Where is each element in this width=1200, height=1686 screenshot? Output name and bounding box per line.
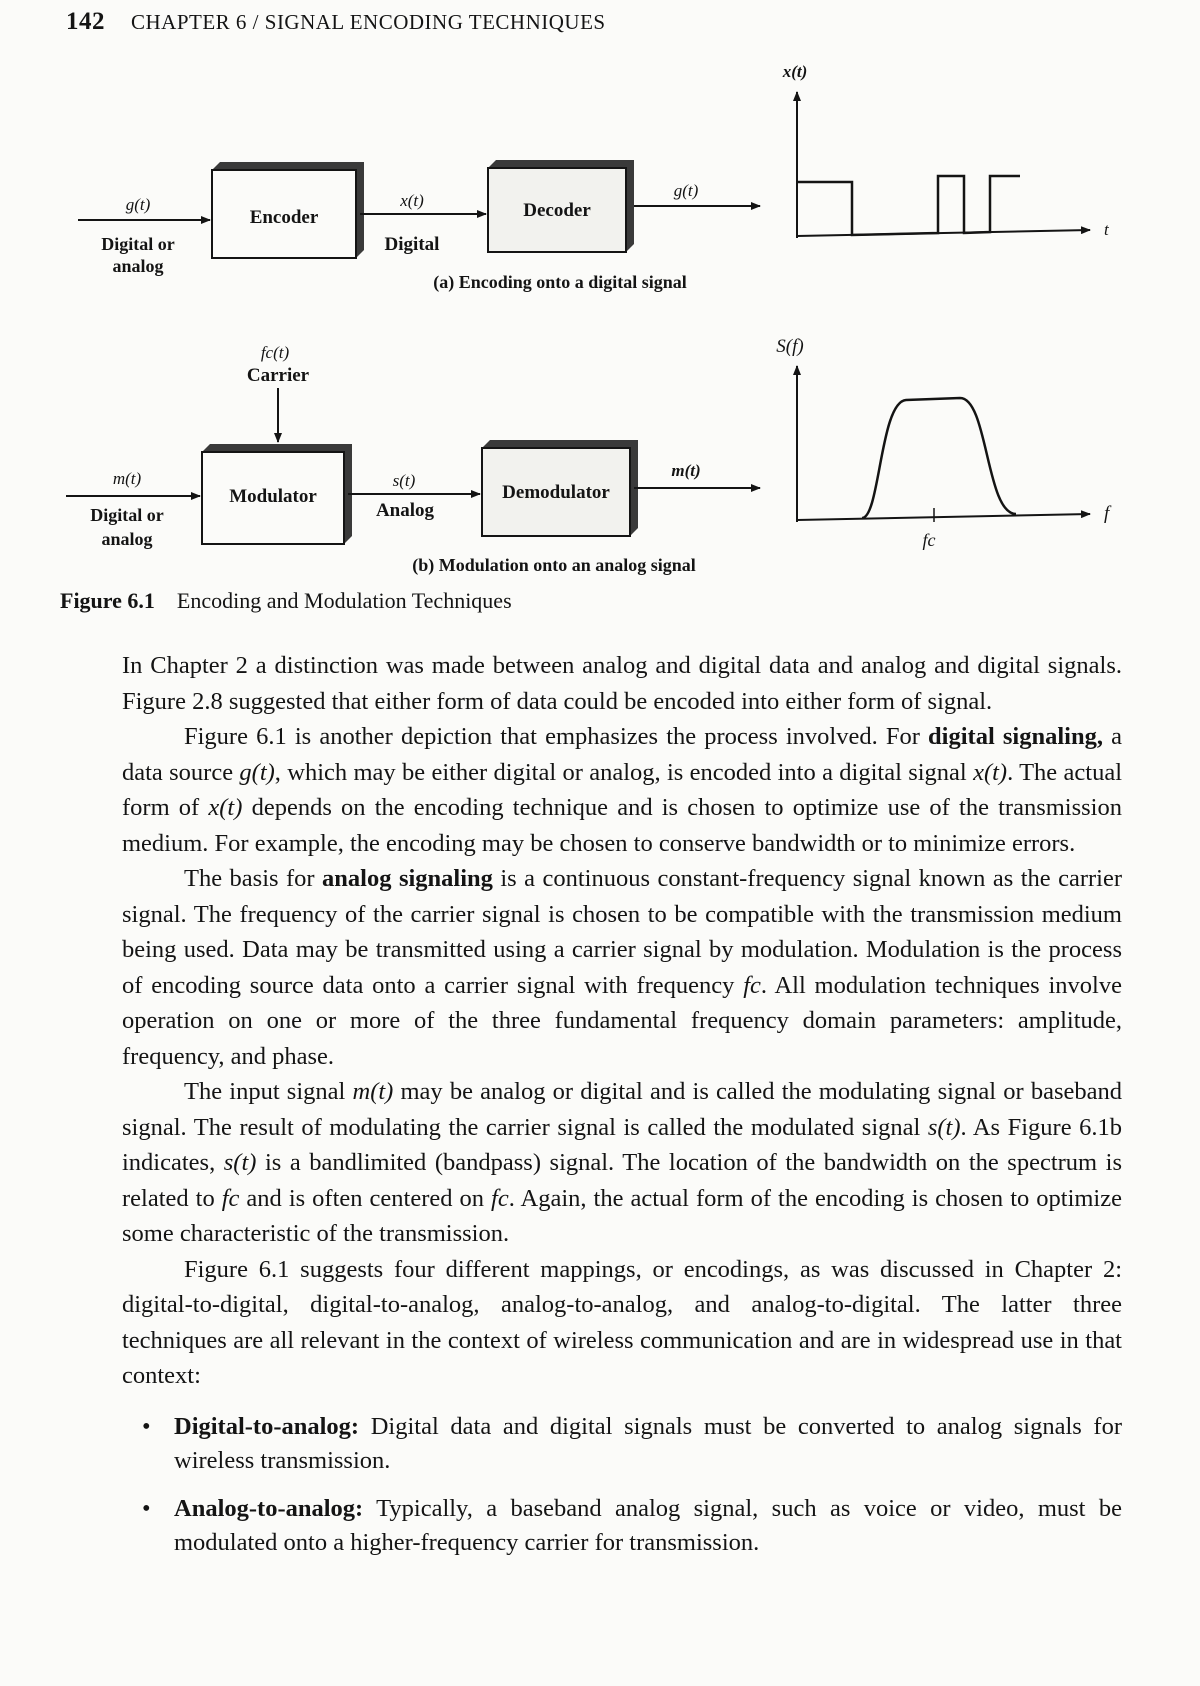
decoder-label: Decoder (523, 200, 591, 221)
figure-encoding-modulation (0, 0, 1200, 600)
demodulator-block (482, 440, 638, 536)
p4-text-4: is a bandlimited (bandpass) signal. The location of the bandwidth on the spectrum is related to (122, 1149, 1122, 1212)
page-number: 142 (66, 8, 105, 35)
p4-var-fc: fc (221, 1184, 240, 1212)
p3-text-1: The basis for (184, 865, 323, 892)
p3-text-2: is a continuous constant-frequency signal known as the carrier signal. The frequency of the carrier signal is chosen to be compatible with the transmission medium being used. Data may be transmitted using a carrier signal by modulation. Modulation is the process of encoding source data onto a carrier signal with frequency (122, 865, 1122, 999)
decoder-block (488, 160, 634, 252)
spectrum-plot (776, 336, 1112, 550)
p4-text-6: . Again, the actual form of the encoding is chosen to optimize some characteristic of the transmission. (122, 1184, 1122, 1247)
p3-var-fc: fc (743, 971, 761, 999)
bullet-term: Analog-to-analog: (174, 1494, 364, 1522)
p2-var-x-2: x(t) (208, 794, 243, 821)
b-plot-x-axis (797, 514, 1090, 520)
a-mid-type-label: Digital (384, 234, 440, 255)
a-input-type-label: Digital or analog (101, 234, 175, 276)
p2-text-1: Figure 6.1 is another depiction that emphasizes the process involved. For (184, 723, 929, 750)
b-caption: (b) Modulation onto an analog signal (412, 555, 696, 575)
paragraph-4 (122, 1074, 1122, 1252)
p2-text-4: . The actual form of (122, 758, 1123, 821)
a-plot-x-axis (797, 230, 1090, 236)
p4-var-s-2: s(t) (223, 1149, 257, 1176)
p4-var-m: m(t) (352, 1078, 394, 1105)
a-input-signal-label: g(t) (125, 195, 151, 214)
encoder-label: Encoder (249, 207, 319, 228)
a-output-signal-label: g(t) (673, 181, 699, 200)
part-a-diagram (78, 62, 1110, 293)
modulator-label: Modulator (229, 486, 317, 507)
demodulator-label: Demodulator (502, 482, 610, 503)
p2-term-digital-signaling: digital signaling, (928, 723, 1103, 750)
paragraph-5: Figure 6.1 suggests four different mappings, or encodings, as was discussed in Chapter 2: digital-to-digital, digital-to-analog, analog-to-analog, and analog-to-digital. The latter three techniques are all relevant in the context of wireless communication and are in widespread use in that context: (122, 1255, 1122, 1389)
a-caption: (a) Encoding onto a digital signal (433, 272, 687, 292)
p3-text-3: . All modulation techniques involve operation on one or more of the three fundamental frequency domain parameters: amplitude, frequency, and phase. (122, 971, 1122, 1070)
digital-signal-plot (782, 62, 1110, 239)
p2-var-x: x(t) (973, 758, 1008, 786)
figure-number: Figure 6.1 (60, 588, 155, 613)
a-mid-signal-label: x(t) (400, 191, 424, 210)
modulator-block (202, 444, 352, 544)
p3-term-analog-signaling: analog signaling (322, 865, 493, 892)
b-mid-type-label: Analog (375, 500, 435, 521)
p4-text-1: The input signal (184, 1078, 353, 1105)
p4-var-s: s(t) (927, 1113, 961, 1141)
p2-var-g: g(t) (239, 758, 275, 786)
list-item (142, 1410, 1122, 1478)
b-output-signal-label: m(t) (671, 461, 701, 480)
a-plot-xlabel: t (1104, 220, 1109, 239)
a-plot-pulse-waveform (797, 176, 1020, 235)
b-plot-bandpass-curve (862, 398, 1016, 518)
paragraph-2 (122, 719, 1122, 861)
b-input-type-label: Digital or analog (90, 505, 164, 549)
p2-text-3: , which may be either digital or analog, is encoded into a digital signal (274, 758, 974, 786)
bullet-list (122, 1410, 1122, 1560)
chapter-title: CHAPTER 6 / SIGNAL ENCODING TECHNIQUES (131, 10, 606, 34)
part-b-diagram (66, 336, 1112, 576)
p4-text-5: and is often centered on (239, 1184, 492, 1212)
b-carrier-label: Carrier (246, 365, 310, 386)
b-input-signal-label: m(t) (112, 469, 142, 488)
body-text (122, 648, 1122, 1574)
list-item (142, 1492, 1122, 1560)
p4-text-3: . As Figure 6.1b indicates, (122, 1113, 1123, 1176)
b-carrier-signal-label: fc(t) (260, 343, 290, 362)
b-mid-signal-label: s(t) (392, 471, 416, 490)
encoder-block (212, 162, 364, 258)
p2-text-5: depends on the encoding technique and is chosen to optimize use of the transmission medium. For example, the encoding may be chosen to conserve bandwidth or to minimize errors. (122, 794, 1122, 857)
b-plot-xlabel: f (1104, 503, 1110, 524)
figure-caption-text: Encoding and Modulation Techniques (176, 588, 512, 613)
p2-text-2: a data source (122, 723, 1122, 786)
bullet-text: Digital data and digital signals must be converted to analog signals for wireless transmission. (174, 1412, 1122, 1474)
figure-caption (60, 588, 512, 614)
bullet-term: Digital-to-analog: (174, 1412, 360, 1440)
a-plot-ylabel: x(t) (782, 62, 808, 81)
bullet-dot-icon: • (142, 1412, 151, 1440)
bullet-text: Typically, a baseband analog signal, such as voice or video, must be modulated onto a higher-frequency carrier for transmission. (174, 1494, 1122, 1556)
paragraph-3 (122, 861, 1122, 1074)
paragraph-1: In Chapter 2 a distinction was made between analog and digital data and analog and digital signals. Figure 2.8 suggested that either form of data could be encoded into either form of signal. (122, 652, 1122, 715)
bullet-dot-icon: • (142, 1494, 151, 1522)
p4-text-2: may be analog or digital and is called the modulating signal or baseband signal. The result of modulating the carrier signal is called the modulated signal (122, 1078, 1122, 1141)
p4-var-fc-2: fc (491, 1184, 509, 1212)
b-plot-tick-label: fc (922, 530, 936, 550)
b-plot-ylabel: S(f) (776, 336, 804, 357)
